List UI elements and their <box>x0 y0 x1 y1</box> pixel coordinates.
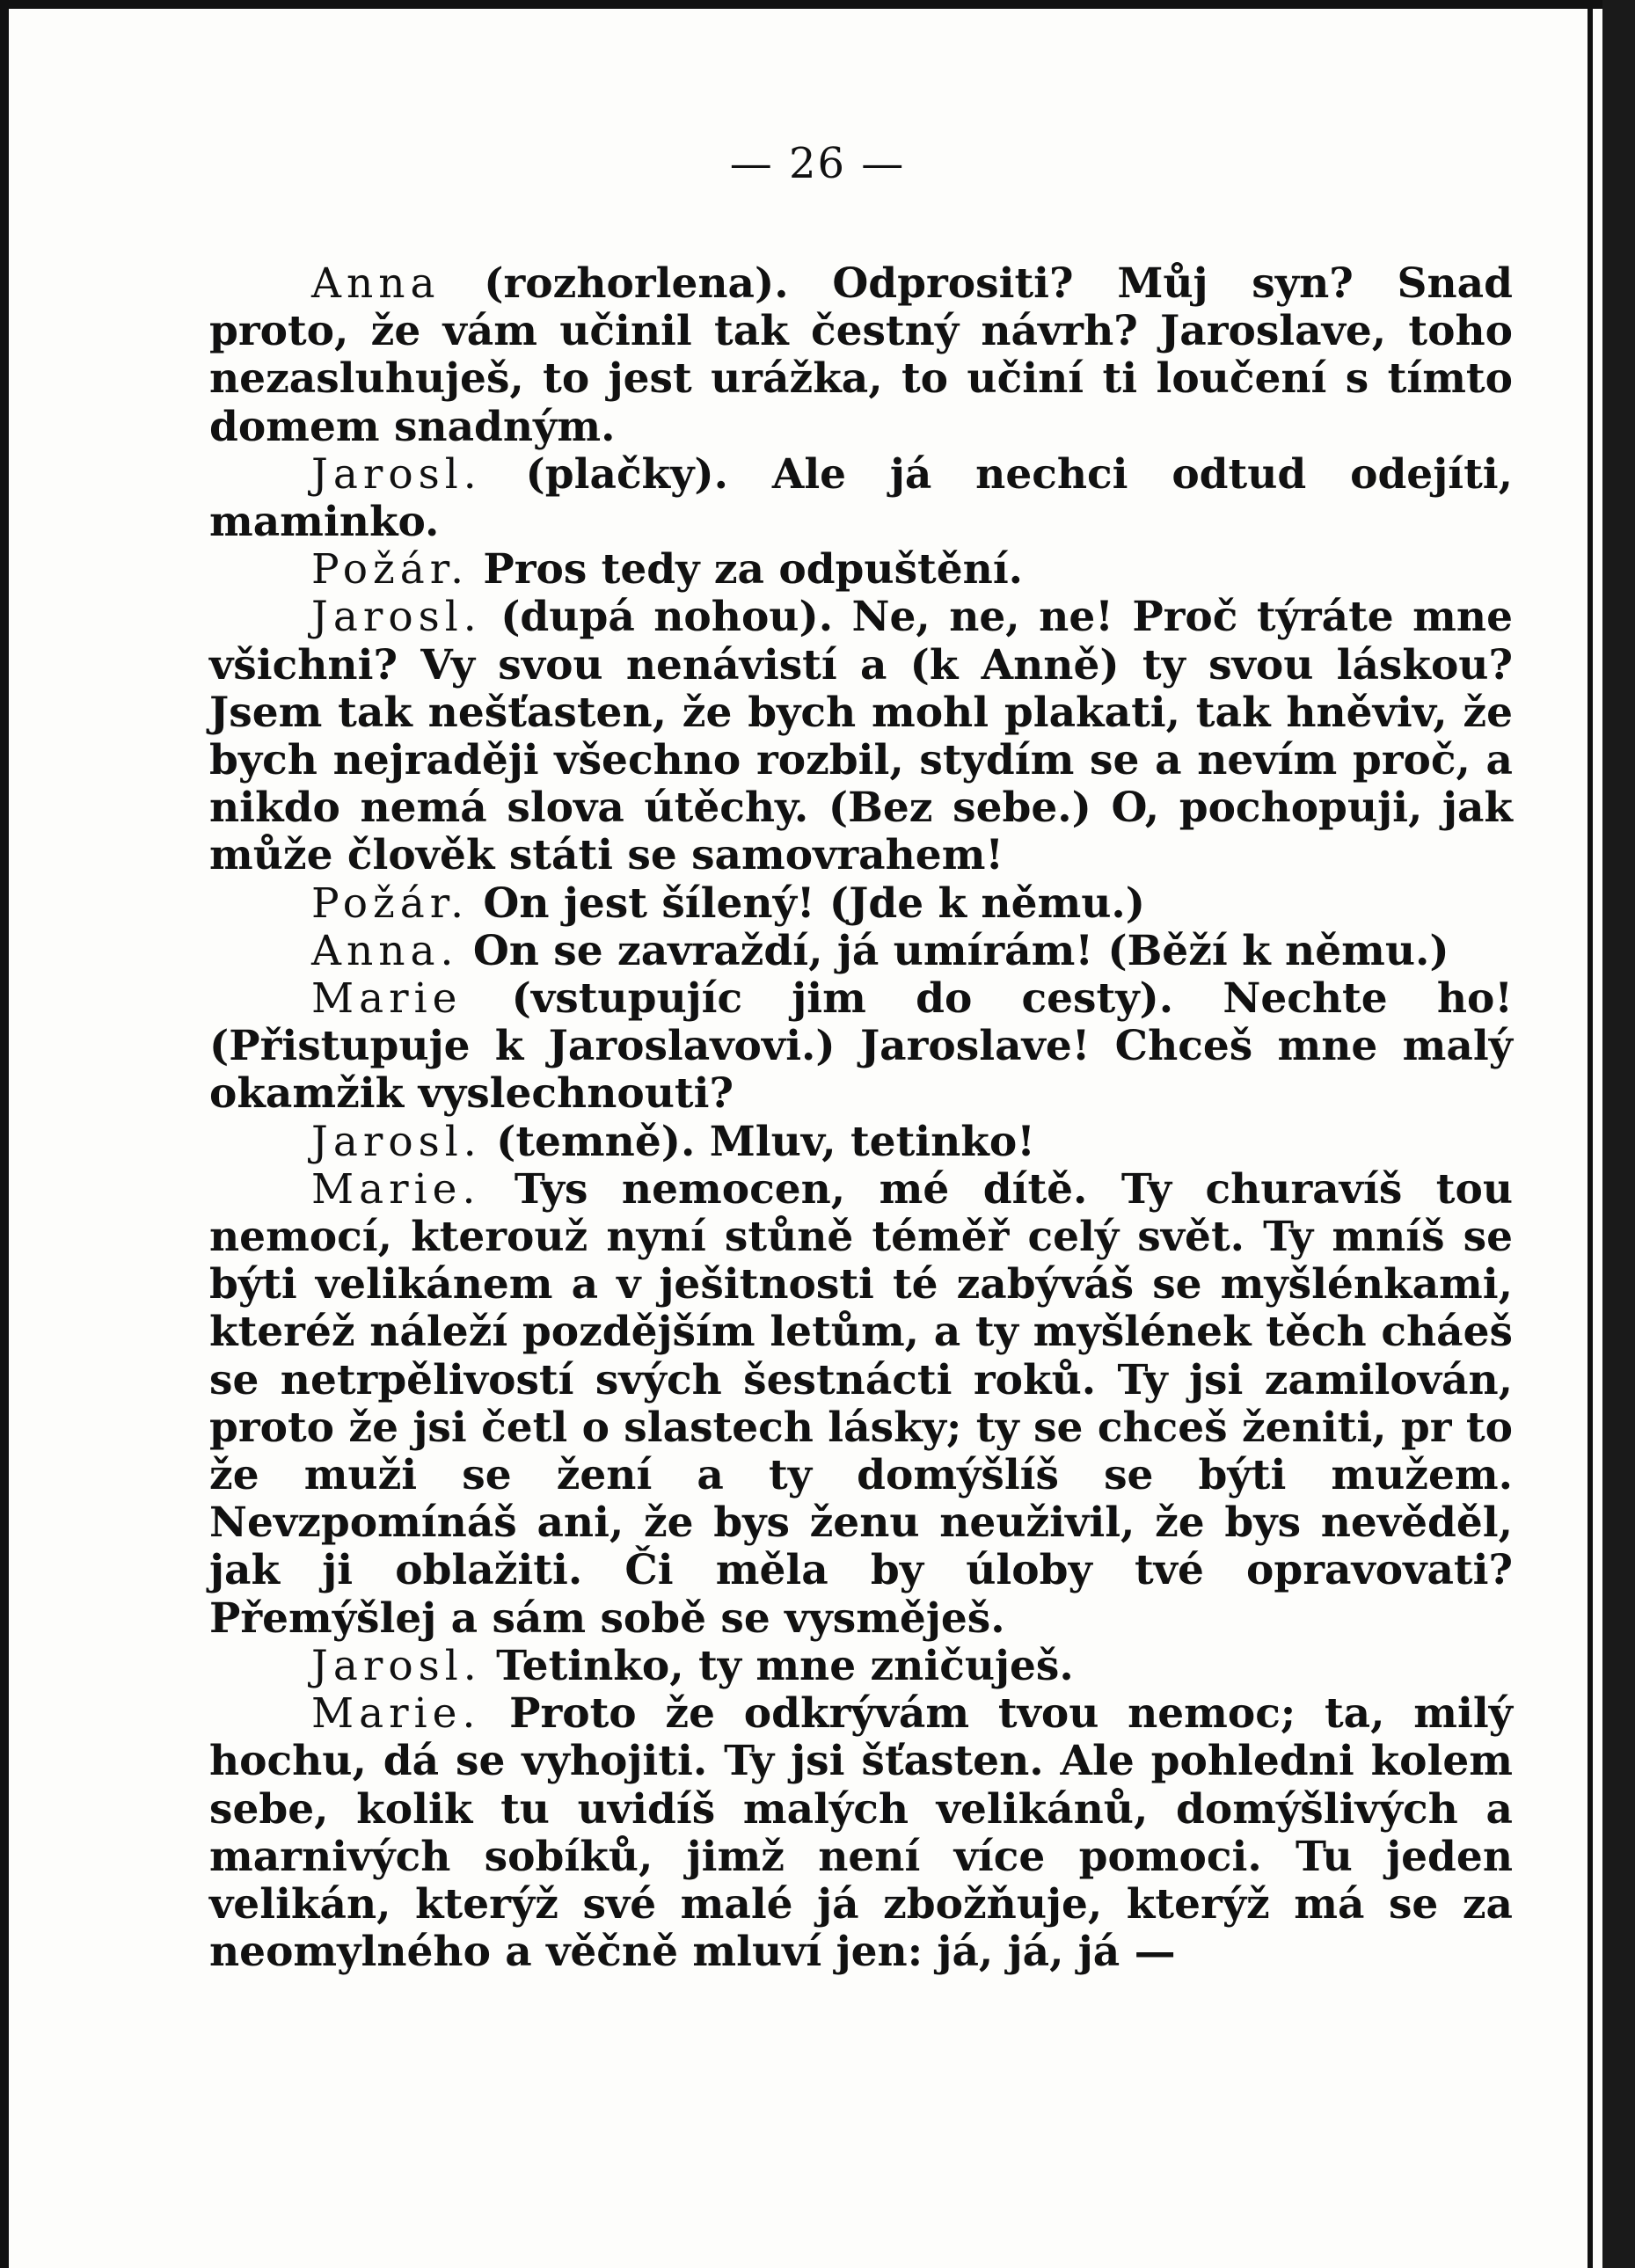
scan-border-top <box>0 0 1635 9</box>
paragraph <box>209 451 1513 546</box>
page-number: — 26 — <box>729 139 906 188</box>
paragraph <box>209 928 1513 975</box>
paragraph-text: (plačky). Ale já nechci odtud odejíti, maminko. <box>209 449 1513 547</box>
speaker-name: Jarosl. <box>311 593 482 642</box>
scan-border-right <box>1588 0 1593 2268</box>
paragraph <box>209 594 1513 879</box>
paragraph <box>209 1643 1513 1690</box>
paragraph <box>209 260 1513 451</box>
scan-border-left <box>0 0 9 2268</box>
speaker-name: Požár. <box>311 545 470 594</box>
paragraph-text: (dupá nohou). Ne, ne, ne! Proč týráte mne všichni? Vy svou nenávistí a (k Anně) ty svou láskou? Jsem tak nešťasten, že bych mohl plakati, tak hněviv, že bych nejraději všechno rozbil, stydím se a nevím proč, a nikdo nemá slova útěchy. (Bez sebe.) O, pochopuji, jak může člověk státi se samovrahem! <box>209 593 1513 880</box>
speaker-name: Anna. <box>311 926 459 975</box>
paragraph-text: (vstupujíc jim do cesty). Nechte ho! (Přistupuje k Jaroslavovi.) Jaroslave! Chceš mne malý okamžik vyslechnouti? <box>209 974 1513 1119</box>
speaker-name: Jarosl. <box>311 1641 482 1690</box>
speaker-name: Požár. <box>311 879 470 928</box>
paragraph <box>209 1166 1513 1643</box>
paragraph-text: Proto že odkrývám tvou nemoc; ta, milý hochu, dá se vyhojiti. Ty jsi šťasten. Ale pohledni kolem sebe, kolik tu uvidíš malých velikánů, domýšlivých a marnivých sobíků, jimž není více pomoci. Tu jeden velikán, kterýž své malé já zbožňuje, kterýž má se za neomylného a věčně mluví jen: já, já, já — <box>209 1689 1513 1977</box>
paragraph-text: On jest šílený! (Jde k němu.) <box>469 879 1145 928</box>
speaker-name: Marie <box>311 974 463 1024</box>
paragraph <box>209 546 1513 594</box>
speaker-name: Anna <box>311 259 441 308</box>
paragraph-text: Tetinko, ty mne zničuješ. <box>481 1641 1074 1690</box>
paragraph-text: (temně). Mluv, tetinko! <box>481 1117 1035 1166</box>
dialogue-text <box>209 260 1513 1976</box>
speaker-name: Jarosl. <box>311 1117 482 1166</box>
paragraph <box>209 1119 1513 1166</box>
paragraph-text: Tys nemocen, mé dítě. Ty churavíš tou nemocí, kterouž nyní stůně téměř celý svět. Ty mníš se býti velikánem a v ješitnosti té zabýváš se myšlénkami, kteréž náleží pozdějším letům, a ty myšlének těch cháeš se netrpělivostí svých šestnácti roků. Ty jsi zamilován, proto že jsi četl o slastech lásky; ty se chceš ženiti, pr to že muži se žení a ty domýšlíš se býti mužem. Nevzpomínáš ani, že bys ženu neuživil, že bys nevěděl, jak ji oblažiti. Či měla by úloby tvé opravovati? Přemýšlej a sám sobě se vysměješ. <box>209 1164 1513 1643</box>
paragraph-text: Pros tedy za odpuštění. <box>469 545 1024 594</box>
speaker-name: Marie. <box>311 1689 481 1739</box>
paragraph <box>209 880 1513 928</box>
paragraph-text: On se zavraždí, já umírám! (Běží k němu.) <box>458 926 1449 975</box>
speaker-name: Jarosl. <box>311 449 482 499</box>
scan-border-right-outer <box>1602 0 1635 2268</box>
paragraph <box>209 975 1513 1119</box>
paragraph <box>209 1690 1513 1976</box>
speaker-name: Marie. <box>311 1164 481 1214</box>
paragraph-text: (rozhorlena). Odprositi? Můj syn? Snad proto, že vám učinil tak čestný návrh? Jaroslave, toho nezasluhuješ, to jest urážka, to učiní ti loučení s tímto domem snadným. <box>209 259 1513 451</box>
